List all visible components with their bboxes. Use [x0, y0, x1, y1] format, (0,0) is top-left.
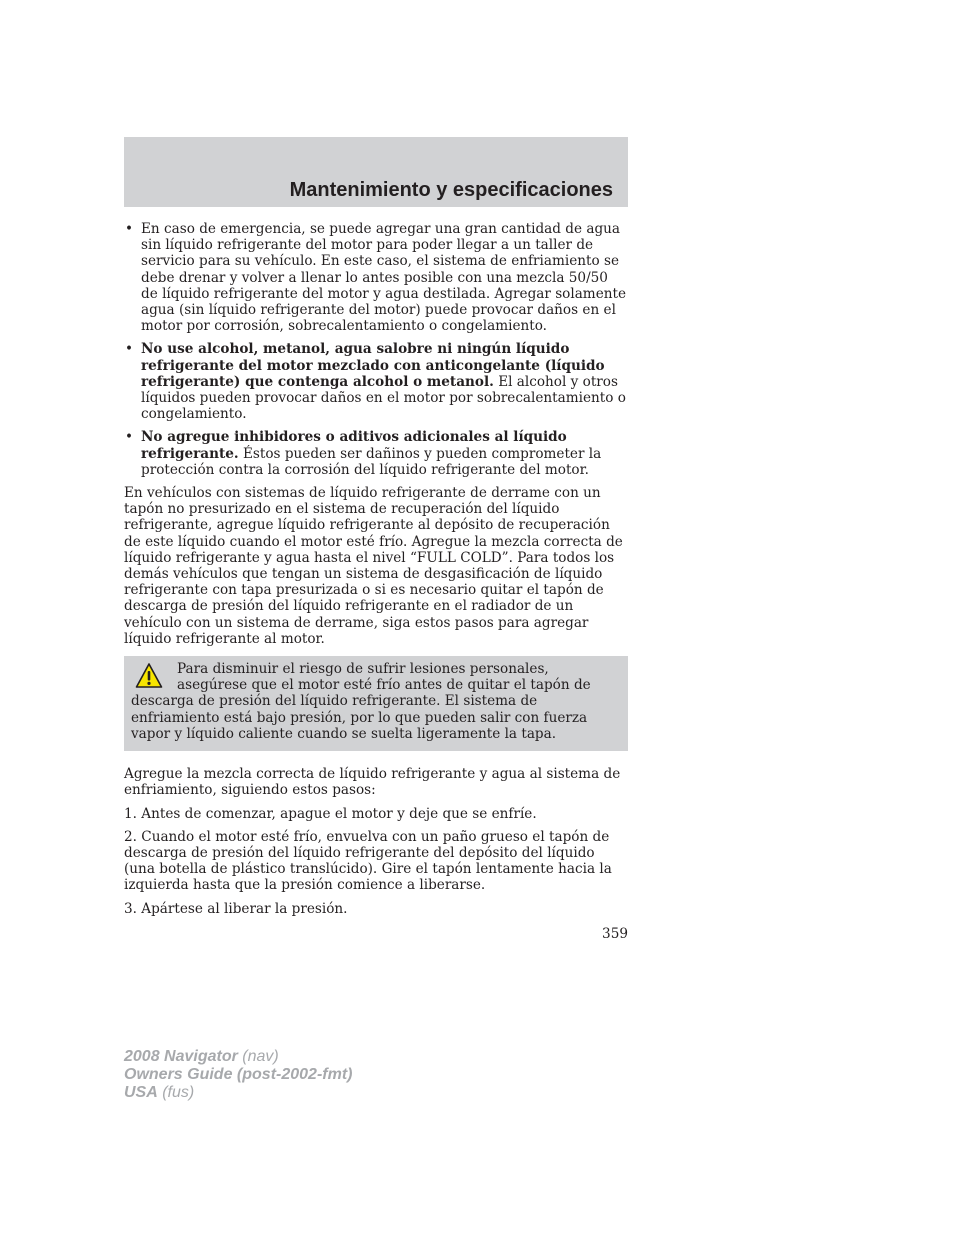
step-item: 1. Antes de comenzar, apague el motor y deje que se enfríe. [124, 805, 537, 822]
footer-model-code: (nav) [237, 1048, 279, 1065]
bullet-mark: • [125, 341, 134, 358]
bullet-bold-text: No use alcohol, metanol, agua salobre ni ningún líquido refrigerante del motor mezclado con anticongelante (líquido refrigerante) que contenga alcohol o metanol. [141, 341, 605, 390]
footer-market-code: (fus) [157, 1084, 195, 1101]
bullet-text: El alcohol y otros líquidos pueden provocar daños en el motor por sobrecalentamiento o congelamiento. [141, 373, 626, 423]
step-item: 3. Apártese al liberar la presión. [124, 900, 348, 917]
bullet-item [124, 341, 628, 422]
page-number: 359 [602, 926, 628, 942]
bullet-item [124, 221, 628, 334]
bullet-text: En caso de emergencia, se puede agregar una gran cantidad de agua sin líquido refrigerante del motor para poder llegar a un taller de servicio para su vehículo. En este caso, el sistema de enfriamiento se debe drenar y volver a llenar lo antes posible con una mezcla 50/50 de líquido refrigerante del motor y agua destilada. Agregar solamente agua (sin líquido refrigerante del motor) puede provocar daños en el motor por corrosión, sobrecalentamiento o congelamiento. [141, 221, 627, 335]
section-title: Mantenimiento y especificaciones [289, 179, 613, 201]
section-header [124, 137, 628, 207]
document-footer [124, 1048, 352, 1102]
body-paragraph: En vehículos con sistemas de líquido refrigerante de derrame con un tapón no presurizado en el sistema de recuperación del líquido refrigerante, agregue líquido refrigerante al depósito de recuperación de este líquido cuando el motor esté frío. Agregue la mezcla correcta de líquido refrigerante y agua hasta el nivel “FULL COLD”. Para todos los demás vehículos que tengan un sistema de desgasificación de líquido refrigerante con tapa presurizada o si es necesario quitar el tapón de descarga de presión del líquido refrigerante en el radiador de un vehículo con un sistema de derrame, siga estos pasos para agregar líquido refrigerante al motor. [124, 485, 623, 647]
page-content [124, 221, 628, 924]
body-paragraph: Agregue la mezcla correcta de líquido refrigerante y agua al sistema de enfriamiento, siguiendo estos pasos: [124, 766, 621, 799]
warning-text: Para disminuir el riesgo de sufrir lesiones personales, asegúrese que el motor esté frío antes de quitar el tapón de descarga de presión del líquido refrigerante. El sistema de enfriamiento está bajo presión, por lo que pueden salir con fuerza vapor y líquido caliente cuando se suelta ligeramente la tapa. [131, 661, 591, 742]
bullet-text: Éstos pueden ser dañinos y pueden comprometer la protección contra la corrosión del líquido refrigerante del motor. [141, 445, 602, 478]
warning-triangle-icon [135, 662, 163, 690]
bullet-mark: • [125, 429, 134, 446]
step-item: 2. Cuando el motor esté frío, envuelva con un paño grueso el tapón de descarga de presión del líquido refrigerante del depósito del líquido (una botella de plástico translúcido). Gire el tapón lentamente hacia la izquierda hasta que la presión comience a liberarse. [124, 828, 612, 894]
bullet-item [124, 429, 628, 478]
bullet-mark: • [125, 221, 134, 237]
footer-guide: Owners Guide (post-2002-fmt) [124, 1066, 353, 1083]
footer-market: USA [124, 1084, 158, 1101]
footer-model: 2008 Navigator [124, 1048, 238, 1065]
warning-box [124, 656, 628, 751]
bullet-bold-text: No agregue inhibidores o aditivos adicionales al líquido refrigerante. [141, 429, 567, 462]
